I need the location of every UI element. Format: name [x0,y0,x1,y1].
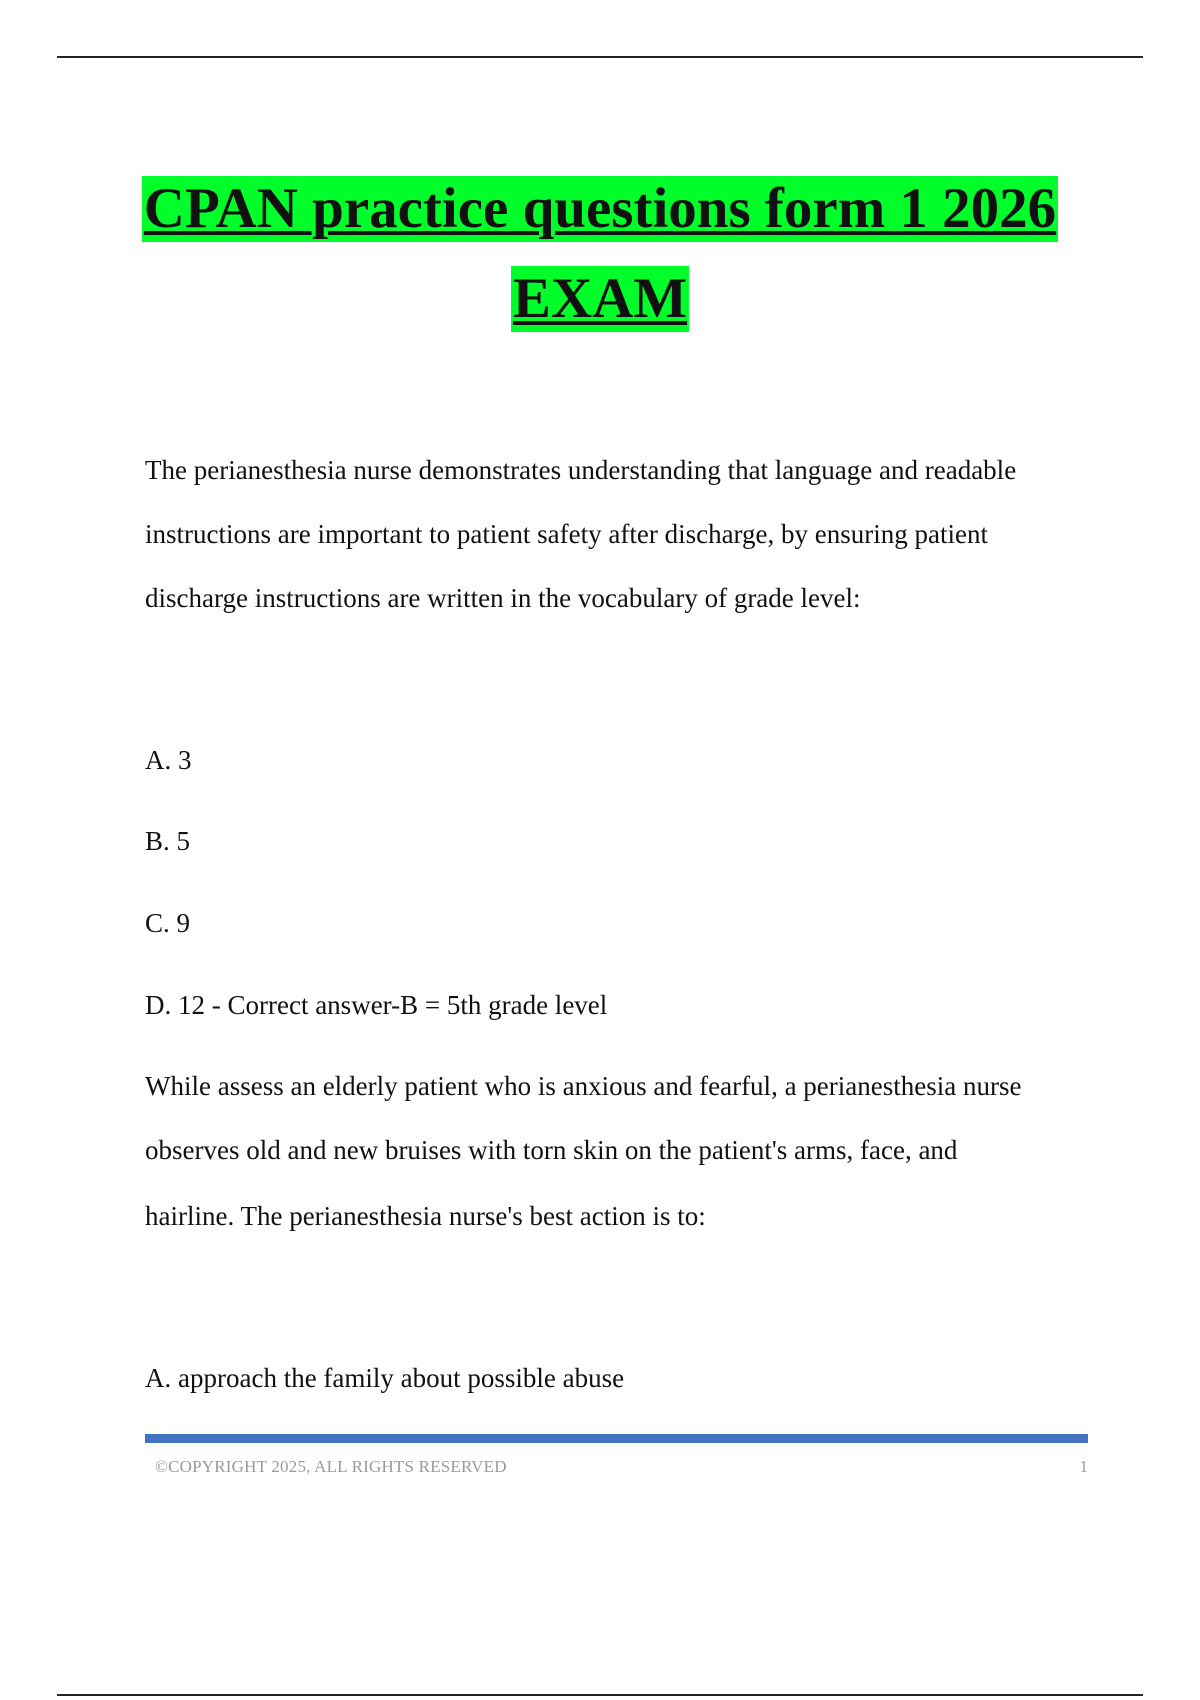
footer-copyright: ©COPYRIGHT 2025, ALL RIGHTS RESERVED [155,1457,507,1476]
page-bottom-rule [57,1694,1143,1696]
question-2-stem-line-3: hairline. The perianesthesia nurse's best action is to: [145,1201,706,1231]
question-1-stem-line-1: The perianesthesia nurse demonstrates understanding that language and readable [145,455,1017,485]
title-line-2: EXAM [512,267,688,330]
question-1-stem-line-3: discharge instructions are written in the vocabulary of grade level: [145,583,861,613]
page-number: 1 [1079,1457,1088,1476]
question-1-option-c: C. 9 [145,908,191,938]
question-2-stem-line-1: While assess an elderly patient who is anxious and fearful, a perianesthesia nurse [145,1071,1022,1101]
question-1-option-b: B. 5 [145,826,191,856]
question-2-stem-line-2: observes old and new bruises with torn skin on the patient's arms, face, and [145,1135,958,1165]
question-1-option-d: D. 12 - Correct answer-B = 5th grade level [145,990,608,1020]
title-line-1: CPAN practice questions form 1 2026 [143,177,1057,240]
question-2-option-a: A. approach the family about possible abuse [145,1363,625,1393]
footer-bar [145,1434,1088,1443]
question-1-option-a: A. 3 [145,745,192,775]
question-1-stem-line-2: instructions are important to patient safety after discharge, by ensuring patient [145,519,988,549]
